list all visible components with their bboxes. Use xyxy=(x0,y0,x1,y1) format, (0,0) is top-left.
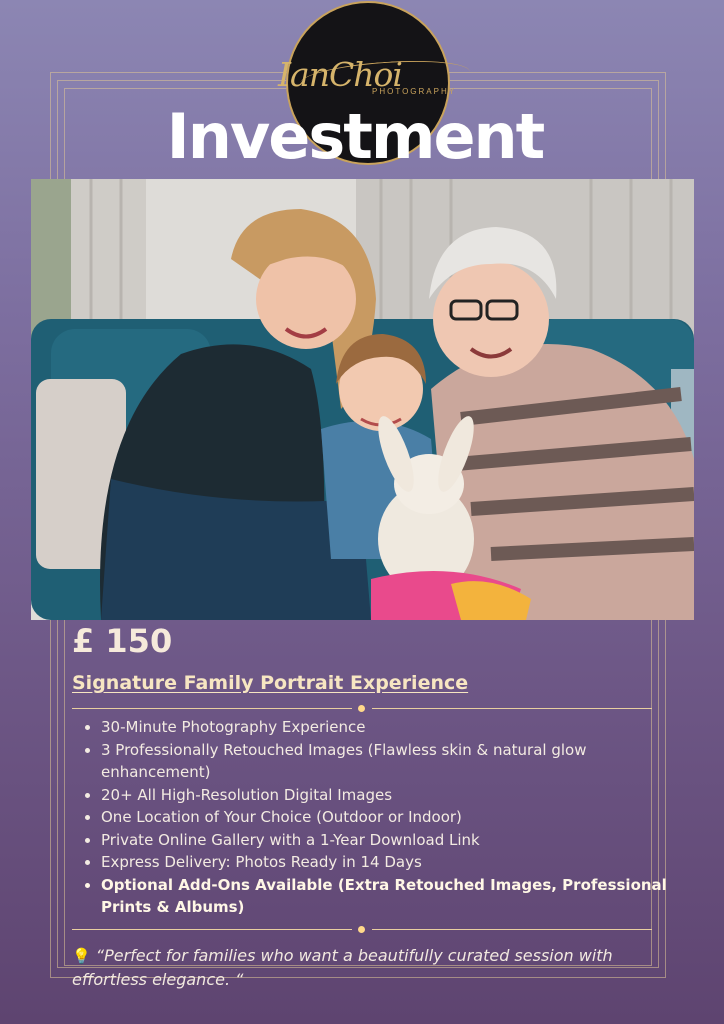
logo-subtitle: PHOTOGRAPHY xyxy=(372,87,457,96)
list-item: • 3 Professionally Retouched Images (Flawless skin & natural glow enhancement) xyxy=(101,739,671,784)
quote-text: “Perfect for families who want a beautifully curated session with effortless elegance. “ xyxy=(72,946,613,989)
list-item: • 30-Minute Photography Experience xyxy=(101,716,671,739)
page-title: Investment xyxy=(166,100,544,173)
divider-bottom xyxy=(72,925,652,935)
logo-script-text: IanChoi xyxy=(278,55,402,94)
package-name: Signature Family Portrait Experience xyxy=(72,672,469,694)
portrait-illustration xyxy=(31,179,694,620)
testimonial-quote xyxy=(72,944,662,991)
list-item: • One Location of Your Choice (Outdoor or Indoor) xyxy=(101,806,671,829)
lightbulb-icon: 💡 xyxy=(72,947,91,965)
feature-list xyxy=(83,716,671,919)
list-item: • 20+ All High-Resolution Digital Images xyxy=(101,784,671,807)
family-portrait-photo xyxy=(31,179,694,620)
list-item: • Private Online Gallery with a 1-Year Download Link xyxy=(101,829,671,852)
price: £ 150 xyxy=(72,622,173,660)
list-item: • Express Delivery: Photos Ready in 14 Days xyxy=(101,851,671,874)
divider-top xyxy=(72,704,652,714)
list-item-addons: • Optional Add-Ons Available (Extra Retouched Images, Professional Prints & Albums) xyxy=(101,874,671,919)
